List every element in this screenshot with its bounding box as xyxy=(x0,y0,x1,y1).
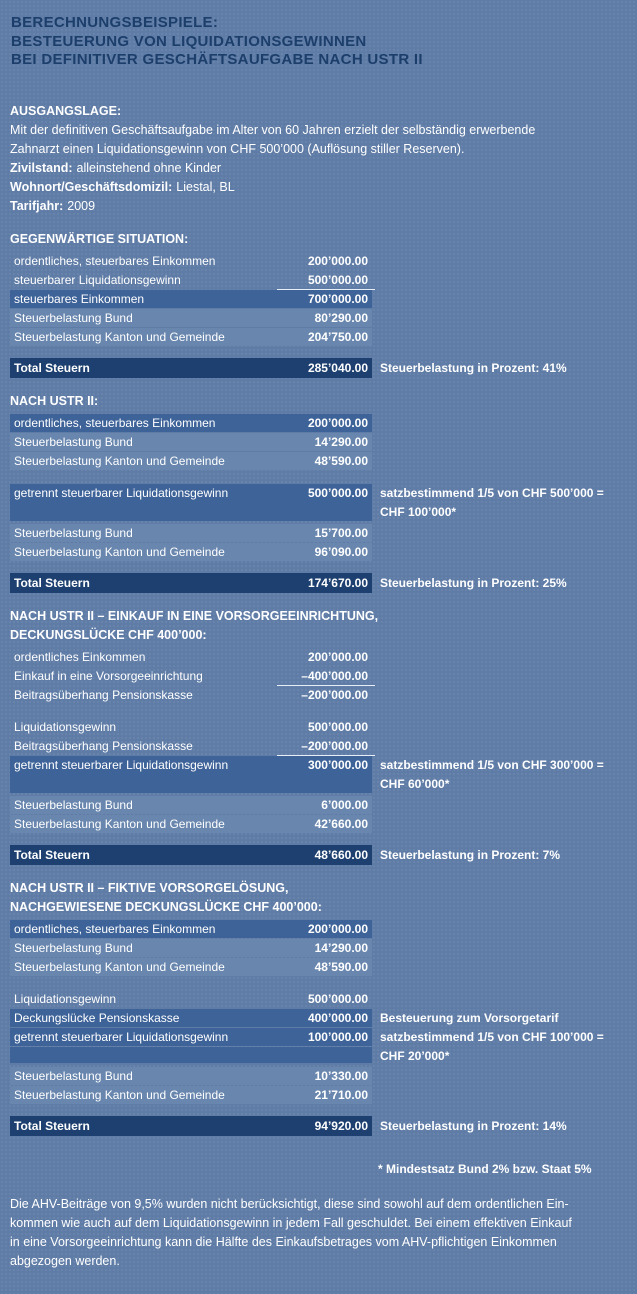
row-label: Einkauf in eine Vorsorgeeinrichtung xyxy=(14,668,203,683)
total-annotation: Steuerbelastung in Prozent: 25% xyxy=(380,575,567,590)
page-title xyxy=(11,14,627,70)
total-value: 94’920.00 xyxy=(314,1118,368,1133)
row-label: Beitragsüberhang Pensionskasse xyxy=(14,738,193,753)
total-annotation: Steuerbelastung in Prozent: 14% xyxy=(380,1118,567,1133)
row-value: 204’750.00 xyxy=(307,329,368,344)
table-row xyxy=(10,452,372,470)
table-row xyxy=(10,920,372,938)
row-label: getrennt steuerbarer Liquidationsgewinn xyxy=(14,1029,229,1044)
table-row xyxy=(10,524,372,542)
band-spacer xyxy=(10,1047,372,1063)
table-row xyxy=(10,737,372,755)
footer-paragraph xyxy=(10,1195,627,1271)
section-gegenwaertige-situation xyxy=(10,230,627,378)
row-label: ordentliches Einkommen xyxy=(14,649,146,664)
footer-line: kommen wie auch auf dem Liquidationsgewinn in jedem Fall geschuldet. Bei einem effektiven Einkauf xyxy=(10,1215,572,1230)
table-row xyxy=(10,756,604,793)
row-label: Steuerbelastung Bund xyxy=(14,525,133,540)
row-value: 500’000.00 xyxy=(307,719,368,734)
fact-value: alleinstehend ohne Kinder xyxy=(76,160,222,175)
row-label: Liquidationsgewinn xyxy=(14,991,117,1006)
row-value: 200’000.00 xyxy=(307,415,368,430)
row-value: 21’710.00 xyxy=(314,1087,368,1102)
tax-table xyxy=(10,414,604,593)
table-row xyxy=(10,433,372,451)
intro-heading: AUSGANGSLAGE: xyxy=(10,103,122,118)
row-value: 80’290.00 xyxy=(314,310,368,325)
row-label: Deckungslücke Pensionskasse xyxy=(14,1010,180,1025)
row-label: ordentliches, steuerbares Einkommen xyxy=(14,253,216,268)
row-value: 96’090.00 xyxy=(314,544,368,559)
row-label: Steuerbelastung Kanton und Gemeinde xyxy=(14,1087,225,1102)
row-value: 200’000.00 xyxy=(307,921,368,936)
total-label: Total Steuern xyxy=(14,575,90,590)
row-label: ordentliches, steuerbares Einkommen xyxy=(14,921,216,936)
tax-table xyxy=(10,648,604,865)
row-value: 6’000.00 xyxy=(321,797,368,812)
row-label: steuerbarer Liquidationsgewinn xyxy=(14,272,181,287)
table-row xyxy=(10,1028,604,1063)
row-annotation: Besteuerung zum Vorsorgetarif xyxy=(380,1010,559,1025)
row-value: 200’000.00 xyxy=(307,649,368,664)
table-row xyxy=(10,1086,372,1104)
row-label: getrennt steuerbarer Liquidationsgewinn xyxy=(14,757,229,772)
table-row xyxy=(10,328,372,346)
intro-fact-tarifjahr xyxy=(10,197,627,216)
total-annotation: Steuerbelastung in Prozent: 7% xyxy=(380,847,561,862)
total-annotation: Steuerbelastung in Prozent: 41% xyxy=(380,360,567,375)
row-value: 700’000.00 xyxy=(307,291,368,306)
section-heading: DECKUNGSLÜCKE CHF 400’000: xyxy=(10,627,207,642)
row-value: 14’290.00 xyxy=(314,434,368,449)
row-label: ordentliches, steuerbares Einkommen xyxy=(14,415,216,430)
section-heading: NACHGEWIESENE DECKUNGSLÜCKE CHF 400’000: xyxy=(10,899,322,914)
total-label: Total Steuern xyxy=(14,1118,90,1133)
row-label: Steuerbelastung Kanton und Gemeinde xyxy=(14,959,225,974)
row-value: 300’000.00 xyxy=(307,757,368,772)
table-row xyxy=(10,414,372,432)
total-row xyxy=(10,573,567,593)
row-label: Steuerbelastung Bund xyxy=(14,940,133,955)
fact-value: 2009 xyxy=(67,198,96,213)
row-label: Liquidationsgewinn xyxy=(14,719,117,734)
fact-label: Zivilstand: xyxy=(10,160,73,175)
page-title-line-3: BEI DEFINITIVER GESCHÄFTSAUFGABE NACH USTR II xyxy=(11,51,423,68)
table-row xyxy=(10,686,372,704)
section-heading: NACH USTR II – EINKAUF IN EINE VORSORGEEINRICHTUNG, xyxy=(10,608,379,623)
total-value: 174’670.00 xyxy=(307,575,368,590)
row-label: Steuerbelastung Bund xyxy=(14,1068,133,1083)
section-nach-ustr-2 xyxy=(10,392,627,593)
row-annotation: satzbestimmend 1/5 von CHF 500’000 = CHF 100’000* xyxy=(380,485,604,519)
footnote-mindestsatz: * Mindestsatz Bund 2% bzw. Staat 5% xyxy=(378,1161,592,1176)
tax-table xyxy=(10,252,567,378)
row-label: Steuerbelastung Kanton und Gemeinde xyxy=(14,329,225,344)
row-label: Steuerbelastung Bund xyxy=(14,797,133,812)
row-value: 15’700.00 xyxy=(314,525,368,540)
row-value: 48’590.00 xyxy=(314,959,368,974)
row-value: 400’000.00 xyxy=(307,1010,368,1025)
row-label: Steuerbelastung Kanton und Gemeinde xyxy=(14,544,225,559)
row-label: Steuerbelastung Kanton und Gemeinde xyxy=(14,453,225,468)
intro-section xyxy=(10,102,627,216)
table-row xyxy=(10,484,604,521)
total-label: Total Steuern xyxy=(14,360,90,375)
page-title-line-1: BERECHNUNGSBEISPIELE: xyxy=(11,14,219,31)
total-row xyxy=(10,358,567,378)
fact-value: Liestal, BL xyxy=(176,179,235,194)
row-label: Steuerbelastung Kanton und Gemeinde xyxy=(14,816,225,831)
row-value: 500’000.00 xyxy=(307,991,368,1006)
table-row xyxy=(10,252,372,270)
table-row xyxy=(10,1067,372,1085)
section-heading: NACH USTR II: xyxy=(10,393,99,408)
total-value: 285’040.00 xyxy=(307,360,368,375)
row-label: Steuerbelastung Bund xyxy=(14,310,133,325)
row-annotation: satzbestimmend 1/5 von CHF 100’000 = CHF 20’000* xyxy=(380,1029,604,1063)
table-row xyxy=(10,958,372,976)
row-annotation: satzbestimmend 1/5 von CHF 300’000 = CHF 60’000* xyxy=(380,757,604,791)
footer-line: in eine Vorsorgeeinrichtung kann die Hälfte des Einkaufsbetrages vom AHV-pflichtigen Einkommen xyxy=(10,1234,557,1249)
total-value: 48’660.00 xyxy=(314,847,368,862)
row-value: –400’000.00 xyxy=(301,668,368,683)
row-value: 500’000.00 xyxy=(307,272,368,287)
row-value: –200’000.00 xyxy=(301,738,368,753)
intro-fact-wohnort xyxy=(10,178,627,197)
intro-text-line: Zahnarzt einen Liquidationsgewinn von CHF 500’000 (Auflösung stiller Reserven). xyxy=(10,141,465,156)
fact-label: Wohnort/Geschäftsdomizil: xyxy=(10,179,173,194)
table-row xyxy=(10,939,372,957)
total-row xyxy=(10,1116,567,1136)
tax-table xyxy=(10,920,604,1136)
table-row xyxy=(10,309,372,327)
table-row xyxy=(10,990,372,1008)
table-row xyxy=(10,796,372,814)
row-label: Steuerbelastung Bund xyxy=(14,434,133,449)
section-fiktive-vorsorgeloesung xyxy=(10,879,627,1136)
row-value: 10’330.00 xyxy=(314,1068,368,1083)
intro-fact-zivilstand xyxy=(10,159,627,178)
row-value: 200’000.00 xyxy=(307,253,368,268)
page-title-line-2: BESTEUERUNG VON LIQUIDATIONSGEWINNEN xyxy=(11,32,367,50)
table-row xyxy=(10,1009,559,1027)
row-value: 100’000.00 xyxy=(307,1029,368,1044)
section-heading: NACH USTR II – FIKTIVE VORSORGELÖSUNG, xyxy=(10,880,289,895)
row-value: –200’000.00 xyxy=(301,687,368,702)
footer-line: Die AHV-Beiträge von 9,5% wurden nicht berücksichtigt, diese sind sowohl auf dem ordentlichen Ein- xyxy=(10,1196,569,1211)
table-row xyxy=(10,718,372,736)
row-value: 14’290.00 xyxy=(314,940,368,955)
table-row xyxy=(10,667,372,685)
row-label: Beitragsüberhang Pensionskasse xyxy=(14,687,193,702)
table-row xyxy=(10,271,372,289)
total-label: Total Steuern xyxy=(14,847,90,862)
footer-line: abgezogen werden. xyxy=(10,1253,120,1268)
table-row xyxy=(10,290,372,308)
section-heading: GEGENWÄRTIGE SITUATION: xyxy=(10,231,189,246)
row-label: steuerbares Einkommen xyxy=(14,291,145,306)
row-value: 48’590.00 xyxy=(314,453,368,468)
row-value: 42’660.00 xyxy=(314,816,368,831)
fact-label: Tarifjahr: xyxy=(10,198,64,213)
row-value: 500’000.00 xyxy=(307,485,368,500)
row-label: getrennt steuerbarer Liquidationsgewinn xyxy=(14,485,229,500)
table-row xyxy=(10,648,372,666)
section-einkauf-vorsorgeeinrichtung xyxy=(10,607,627,865)
table-row xyxy=(10,543,372,561)
table-row xyxy=(10,815,372,833)
intro-text-line: Mit der definitiven Geschäftsaufgabe im Alter von 60 Jahren erzielt der selbständig erwerbende xyxy=(10,122,536,137)
total-row xyxy=(10,845,561,865)
